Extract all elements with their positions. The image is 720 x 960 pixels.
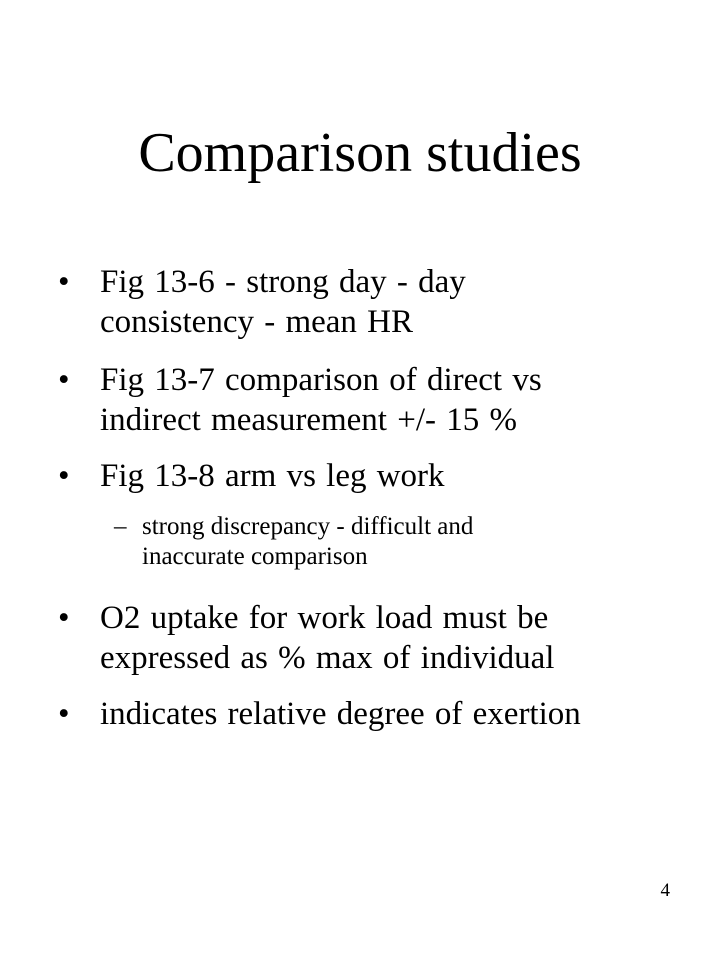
bullet-dot: • — [58, 458, 70, 494]
bullet-text — [100, 262, 678, 342]
bullet-line: Fig 13-7 comparison of direct vs — [100, 362, 542, 398]
bullet-line: O2 uptake for work load must be — [100, 600, 549, 636]
sub-bullet-line: inaccurate comparison — [142, 543, 368, 570]
bullet-text — [100, 456, 678, 496]
bullet-line: consistency - mean HR — [100, 304, 414, 340]
sub-bullet-text — [142, 512, 473, 572]
bullet-item — [58, 598, 678, 678]
bullet-item — [58, 262, 678, 342]
bullet-item — [58, 694, 678, 734]
bullet-line: indicates relative degree of exertion — [100, 696, 581, 732]
bullet-text — [100, 694, 678, 734]
bullet-dot: • — [58, 696, 70, 732]
slide-title: Comparison studies — [138, 122, 582, 184]
bullet-dot: • — [58, 600, 70, 636]
sub-bullet-dash: – — [114, 513, 127, 540]
bullet-dot: • — [58, 362, 70, 398]
bullet-line: Fig 13-6 - strong day - day — [100, 264, 466, 300]
bullet-line: indirect measurement +/- 15 % — [100, 402, 517, 438]
sub-bullet-line: strong discrepancy - difficult and — [142, 513, 474, 540]
bullet-line: Fig 13-8 arm vs leg work — [100, 458, 445, 494]
sub-bullet-item — [114, 512, 674, 572]
bullet-item — [58, 456, 678, 496]
bullet-item — [58, 360, 678, 440]
bullet-line: expressed as % max of individual — [100, 640, 555, 676]
bullet-dot: • — [58, 264, 70, 300]
page-number: 4 — [660, 880, 670, 901]
bullet-text — [100, 598, 678, 678]
bullet-text — [100, 360, 678, 440]
